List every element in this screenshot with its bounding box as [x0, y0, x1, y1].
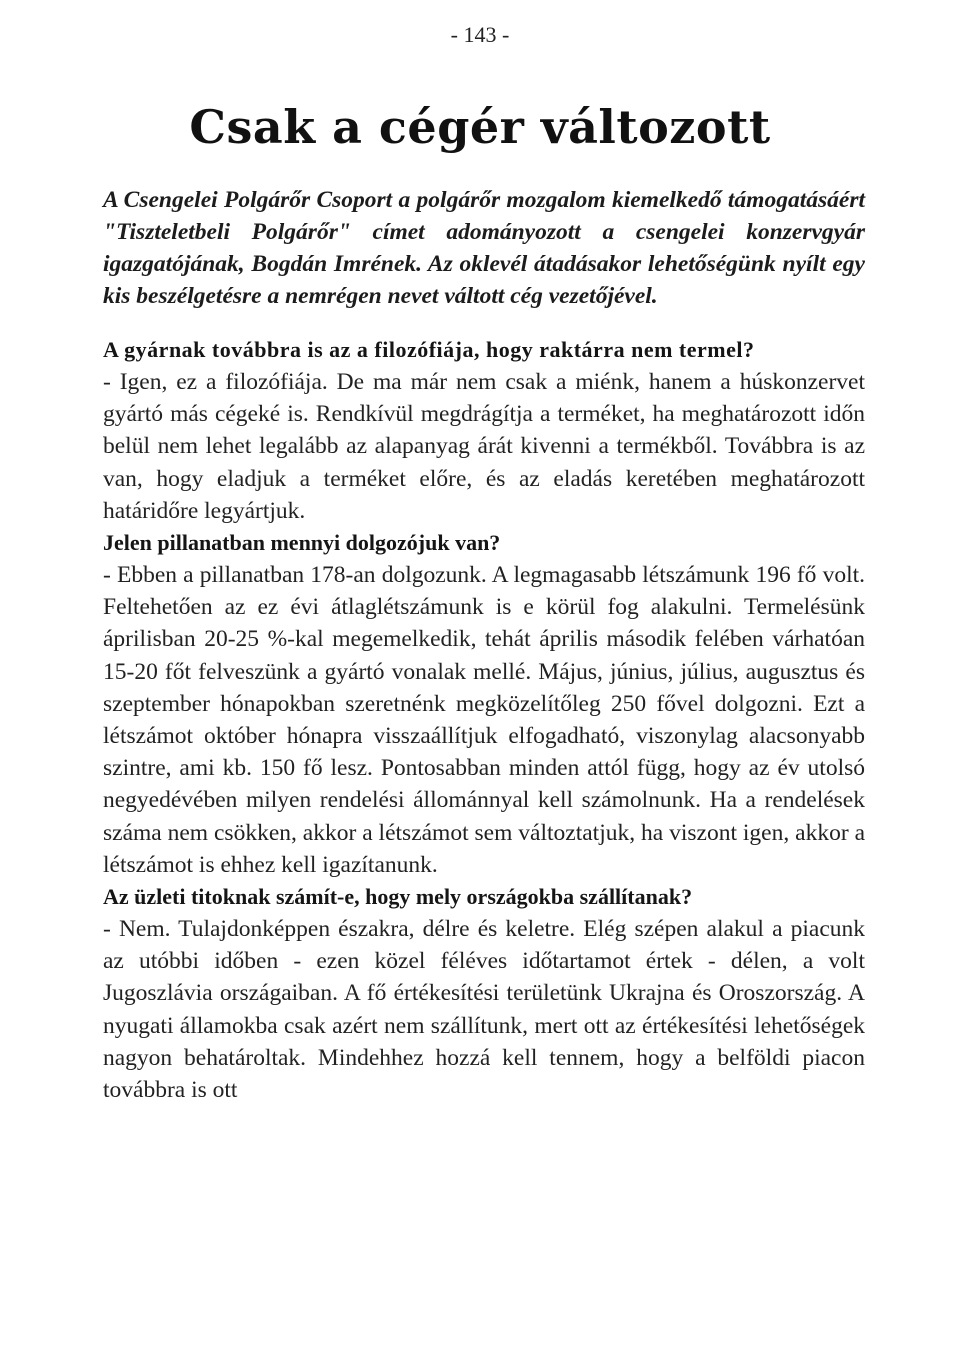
- interview-question-1: A gyárnak továbbra is az a filozófiája, hogy raktárra nem termel?: [103, 337, 755, 362]
- interview-question-3: Az üzleti titoknak számít-e, hogy mely országokba szállítanak?: [103, 884, 693, 910]
- interview-answer-1: - Igen, ez a filozófiája. De ma már nem csak a miénk, hanem a húskonzervet gyártó más cégeké is. Rendkívül megdrágítja a terméket, ha meghatározott időn belül nem lehet legalább az alapanyag árát kivenni a termékből. Továbbra is az van, hogy eladjuk a terméket előre, és az eladás keretében meghatározott határidőre legyártjuk.: [103, 369, 865, 524]
- article-body: [103, 184, 865, 1106]
- page-number: - 143 -: [450, 22, 510, 47]
- interview-answer-2: - Ebben a pillanatban 178-an dolgozunk. A legmagasabb létszámunk 196 fő volt. Feltehetően az ez évi átlaglétszámunk is e körül fog alakulni. Termelésünk áprilisban 20-25 %-kal megemelkedik, tehát április második felében várhatóan 15-20 főt felveszünk a gyártó vonalak mellé. Május, június, július, augusztus és szeptember hónapokban szeretnénk megközelítőleg 250 fővel dolgozni. Ezt a létszámot október hónapra visszaállítjuk elfogadható, viszonylag alacsonyabb szintre, ami kb. 150 fő lesz. Pontosabban minden attól függ, hogy az év utolsó negyedévében milyen rendelési állománnyal kell számolnunk. Ha a rendelések száma nem csökken, akkor a létszámot sem változtatjuk, ha viszont igen, akkor a létszámot is ehhez kell igazítanunk.: [103, 562, 865, 878]
- interview-question-2: Jelen pillanatban mennyi dolgozójuk van?: [103, 530, 501, 556]
- article-intro: A Csengelei Polgárőr Csoport a polgárőr mozgalom kiemelkedő támogatásáért "Tiszteletbeli Polgárőr" címet adományozott a csengelei konzervgyár igazgatójának, Bogdán Imrének. Az oklevél átadásakor lehetőségünk nyílt egy kis beszélgetésre a nemrégen nevet váltott cég vezetőjével.: [103, 187, 865, 309]
- interview-answer-3: - Nem. Tulajdonképpen északra, délre és keletre. Elég szépen alakul a piacunk az utóbbi időben - ezen közel féléves időtartamot értek - délen, a volt Jugoszlávia országaiban. A fő értékesítési területünk Ukrajna és Oroszország. A nyugati államokba csak azért nem szállítunk, mert ott az értékesítési lehetőségek nagyon behatároltak. Mindehhez hozzá kell tennem, hogy a belföldi piacon továbbra is ott: [103, 916, 865, 1104]
- article-title: Csak a cégér változott: [189, 100, 771, 154]
